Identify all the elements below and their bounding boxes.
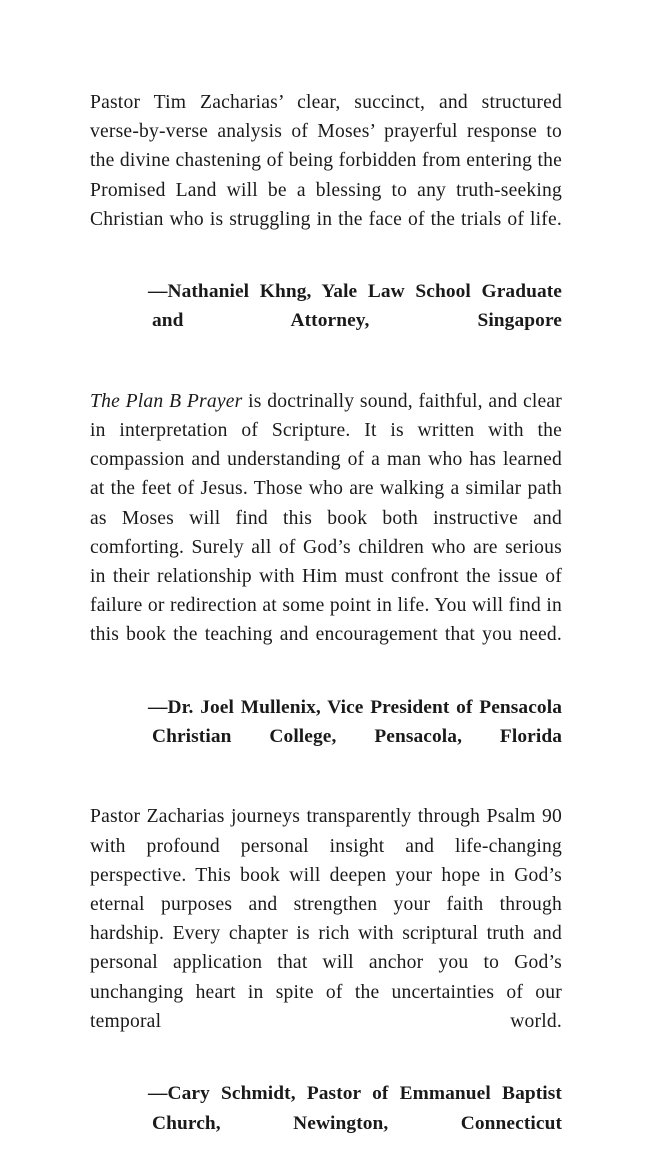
quote-text-lead: Pastor Tim Zacharias’ clear, succinct, and structured verse-by-verse analysis of Moses’ prayerful response to the divine chastening of being forbidden from entering the Promised Land will be a blessing to any truth-seeking Christian who is struggling in the face of the trials of life. [90, 92, 562, 230]
endorsement-attribution [90, 277, 562, 365]
attribution-text: —Dr. Joel Mullenix, Vice President of Pensacola Christian College, Pensacola, Florida [148, 696, 562, 748]
endorsement-block [90, 88, 562, 365]
endorsement-attribution [90, 1079, 562, 1167]
quote-text-lead: Pastor Zacharias journeys transparently through Psalm 90 with profound personal insight and life-changing perspective. This book will deepen your hope in God’s eternal purposes and strengthen your faith through hardship. Every chapter is rich with scriptural truth and personal application that will anchor you to God’s unchanging heart in spite of the uncertainties of our temporal world. [90, 806, 562, 1032]
work-title: The Plan B Prayer [90, 390, 243, 412]
endorsement-quote [90, 387, 562, 679]
endorsement-quote [90, 88, 562, 263]
attribution-text: —Nathaniel Khng, Yale Law School Graduate and Attorney, Singapore [148, 281, 562, 332]
endorsement-attribution [90, 693, 562, 781]
attribution-text: —Cary Schmidt, Pastor of Emmanuel Baptist Church, Newington, Connecticut [148, 1083, 562, 1134]
endorsement-quote [90, 802, 562, 1065]
endorsement-block [90, 387, 562, 781]
endorsement-block [90, 802, 562, 1166]
praise-text-block [90, 88, 562, 1167]
quote-text-tail: is doctrinally sound, faithful, and clear in interpretation of Scripture. It is written with the compassion and understanding of a man who has learned at the feet of Jesus. Those who are walking a similar path as Moses will find this book both instructive and comforting. Surely all of God’s children who are serious in their relationship with Him must confront the issue of failure or redirection at some point in life. You will find in this book the teaching and encouragement that you need. [90, 390, 562, 646]
